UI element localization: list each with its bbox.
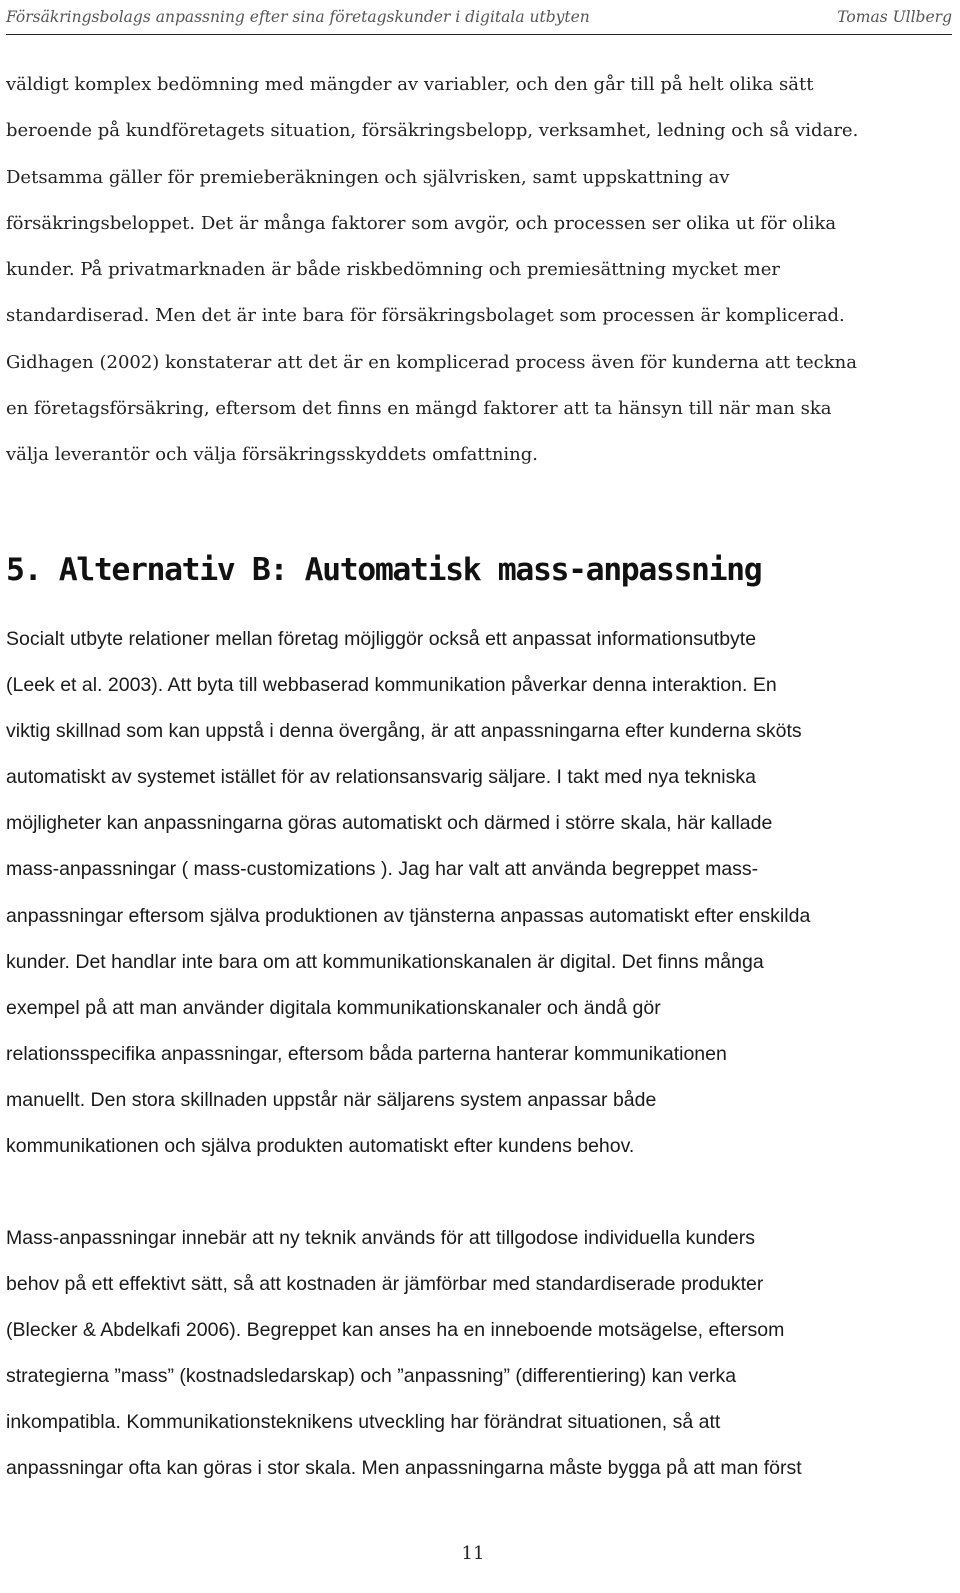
text-line: (Leek et al. 2003). Att byta till webbaserad kommunikation påverkar denna interaktion. En [6, 674, 777, 697]
text-line: standardiserad. Men det är inte bara för försäkringsbolaget som processen är komplicerad. [6, 305, 845, 327]
text-line: en företagsförsäkring, eftersom det finns en mängd faktorer att ta hänsyn till när man ska [6, 398, 832, 420]
text-line: mass-anpassningar ( mass-customizations ). Jag har valt att använda begreppet mass- [6, 858, 759, 881]
text-line: kommunikationen och själva produkten automatiskt efter kundens behov. [6, 1135, 635, 1158]
text-line: relationsspecifika anpassningar, eftersom båda parterna hanterar kommunikationen [6, 1042, 727, 1065]
paragraph-mass-customization [6, 616, 941, 1169]
text-line: behov på ett effektivt sätt, så att kostnaden är jämförbar med standardiserade produkter [6, 1273, 764, 1296]
text-line: kunder. På privatmarknaden är både riskbedömning och premiesättning mycket mer [6, 259, 781, 281]
header-title: Försäkringsbolags anpassning efter sina företagskunder i digitala utbyten [6, 8, 590, 26]
text-line: försäkringsbeloppet. Det är många faktorer som avgör, och processen ser olika ut för olika [6, 212, 837, 234]
text-line: Gidhagen (2002) konstaterar att det är en komplicerad process även för kunderna att teckna [6, 351, 857, 373]
text-line: kunder. Det handlar inte bara om att kommunikationskanalen är digital. Det finns många [6, 950, 764, 973]
text-line: möjligheter kan anpassningarna göras automatiskt och därmed i större skala, här kallade [6, 812, 773, 835]
text-line: anpassningar eftersom själva produktionen av tjänsterna anpassas automatiskt efter enskilda [6, 904, 811, 927]
text-line: inkompatibla. Kommunikationsteknikens utveckling har förändrat situationen, så att [6, 1411, 721, 1434]
text-line: viktig skillnad som kan uppstå i denna övergång, är att anpassningarna efter kunderna sköts [6, 720, 802, 743]
text-line: väldigt komplex bedömning med mängder av variabler, och den går till på helt olika sätt [6, 74, 814, 95]
text-line: anpassningar ofta kan göras i stor skala. Men anpassningarna måste bygga på att man först [6, 1457, 802, 1480]
paragraph-definition [6, 1215, 941, 1492]
text-line: manuellt. Den stora skillnaden uppstår när säljarens system anpassar både [6, 1088, 657, 1111]
text-line: Socialt utbyte relationer mellan företag möjliggör också ett anpassat informationsutbyte [6, 628, 757, 650]
text-line: exempel på att man använder digitala kommunikationskanaler och ändå gör [6, 996, 661, 1019]
text-line: Mass-anpassningar innebär att ny teknik används för att tillgodose individuella kunders [6, 1227, 756, 1249]
running-header [6, 0, 952, 35]
text-line: Detsamma gäller för premieberäkningen och självrisken, samt uppskattning av [6, 166, 730, 188]
text-line: (Blecker & Abdelkafi 2006). Begreppet kan anses ha en inneboende motsägelse, eftersom [6, 1319, 785, 1342]
page-number: 11 [461, 1543, 485, 1564]
text-line: välja leverantör och välja försäkringsskyddets omfattning. [6, 444, 539, 466]
text-line: automatiskt av systemet istället för av relationsansvarig säljare. I takt med nya tekniska [6, 766, 756, 789]
paragraph-continuation [6, 62, 941, 479]
text-line: strategierna ”mass” (kostnadsledarskap) och ”anpassning” (differentiering) kan verka [6, 1365, 737, 1388]
header-author: Tomas Ullberg [837, 8, 952, 26]
text-line: beroende på kundföretagets situation, försäkringsbelopp, verksamhet, ledning och så vidare. [6, 120, 859, 142]
section-heading: 5. Alternativ B: Automatisk mass-anpassning [6, 552, 762, 588]
